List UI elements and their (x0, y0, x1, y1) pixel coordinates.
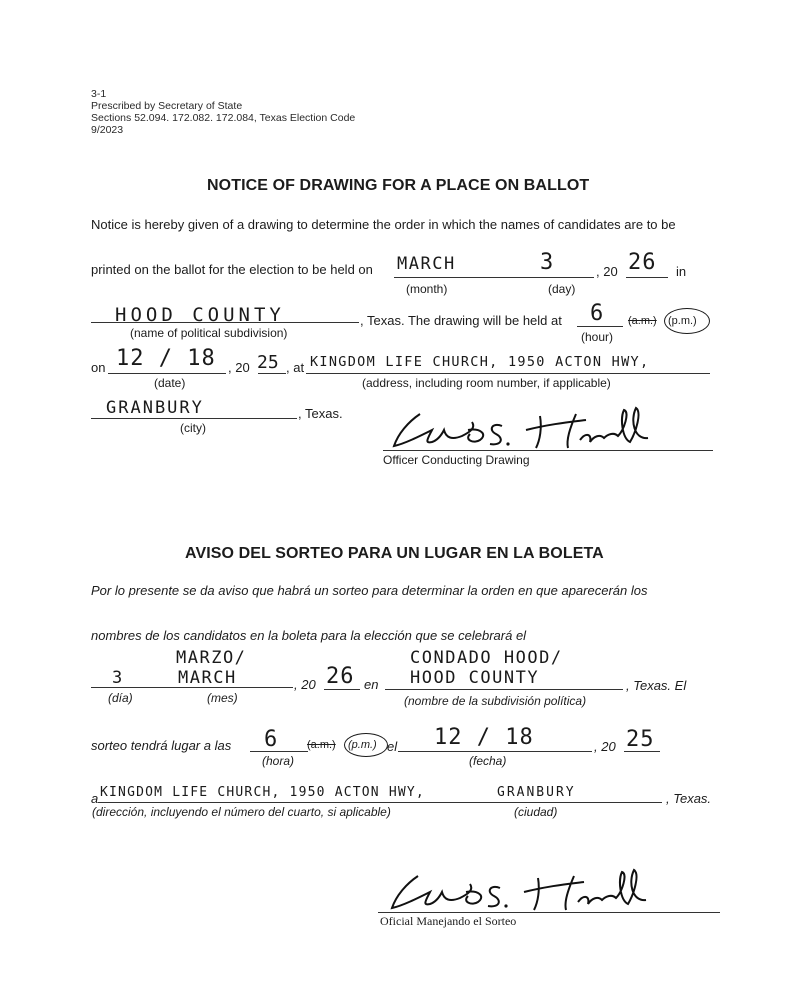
texas-end: , Texas. (298, 406, 343, 421)
hand-city: GRANBURY (106, 398, 204, 418)
texas-end-es: , Texas. (666, 791, 712, 806)
hand-year2-es: 25 (626, 727, 655, 752)
en-word: en (364, 677, 379, 692)
english-signature-drawing (380, 400, 680, 460)
mes-label: (mes) (207, 691, 238, 705)
hand-subdivision-en: HOOD COUNTY (410, 668, 540, 688)
day-label: (day) (548, 282, 576, 296)
spanish-names-line: nombres de los candidatos en la boleta para la elección que se celebrará el (91, 628, 527, 643)
english-title: NOTICE OF DRAWING FOR A PLACE ON BALLOT (207, 177, 590, 194)
dia-label: (día) (108, 691, 133, 705)
officer-label: Officer Conducting Drawing (383, 453, 530, 467)
hand-month: MARCH (397, 254, 456, 274)
city-line (91, 418, 297, 419)
form-number: 3-1 (91, 88, 107, 100)
spanish-intro: Por lo presente se da aviso que habrá un sorteo para determinar la orden en que aparecerán los (91, 583, 648, 598)
form-revision-date: 9/2023 (91, 124, 124, 136)
year-prefix: , 20 (596, 264, 618, 279)
fecha-label: (fecha) (469, 754, 507, 768)
hand-month-en: MARCH (178, 668, 237, 688)
hand-month-es: MARZO/ (176, 648, 247, 668)
oficial-line (378, 912, 720, 913)
pm-circle-es (344, 733, 388, 757)
texas-drawing: , Texas. The drawing will be held at (360, 313, 562, 328)
fecha-line (398, 751, 592, 752)
hand-subdivision: HOOD COUNTY (115, 304, 285, 326)
address-line (306, 373, 710, 374)
hand-year: 26 (628, 250, 657, 275)
hand-day: 3 (540, 250, 555, 275)
subdivision-label-es: (nombre de la subdivisión política) (404, 694, 587, 708)
hand-year-es: 26 (326, 664, 355, 689)
pm-option-es: (p.m.) (348, 739, 377, 751)
month-label: (month) (406, 282, 448, 296)
hand-day-es: 3 (112, 668, 124, 688)
date-line (108, 373, 226, 374)
address-label: (address, including room number, if applicable) (362, 376, 611, 390)
hand-hour: 6 (590, 301, 605, 326)
hand-year-2: 25 (257, 352, 279, 373)
hand-address: KINGDOM LIFE CHURCH, 1950 ACTON HWY, (310, 354, 650, 370)
on-word: on (91, 360, 106, 375)
year-line-es (324, 689, 360, 690)
direccion-line (98, 802, 662, 803)
year-prefix-es-2: , 20 (594, 739, 616, 754)
pm-circle (664, 308, 710, 334)
spanish-title: AVISO DEL SORTEO PARA UN LUGAR EN LA BOLETA (185, 545, 604, 562)
am-option: (a.m.) (628, 315, 657, 327)
year-prefix-es: , 20 (294, 677, 316, 692)
year2-line (258, 373, 286, 374)
dia-mes-line (91, 687, 293, 688)
code-sections: Sections 52.094. 172.082. 172.084, Texas Election Code (91, 112, 356, 124)
in-word: in (676, 264, 687, 279)
spanish-signature-drawing (378, 862, 678, 922)
prescribed-by: Prescribed by Secretary of State (91, 100, 243, 112)
ciudad-label: (ciudad) (514, 805, 558, 819)
hora-label: (hora) (262, 754, 295, 768)
subdivision-line-es (385, 689, 623, 690)
am-option-es: (a.m.) (307, 739, 336, 751)
at-word: , at (286, 360, 305, 375)
subdivision-label: (name of political subdivision) (130, 326, 288, 340)
english-intro: Notice is hereby given of a drawing to determine the order in which the names of candidates are to be (91, 217, 676, 232)
el-word: el (387, 739, 398, 754)
oficial-label: Oficial Manejando el Sorteo (380, 914, 517, 928)
month-day-line (394, 277, 594, 278)
hand-city-es: GRANBURY (497, 785, 576, 800)
officer-line (383, 450, 713, 451)
direccion-label: (dirección, incluyendo el número del cuarto, si aplicable) (92, 805, 391, 819)
hand-hour-es: 6 (264, 727, 279, 752)
sorteo-prefix: sorteo tendrá lugar a las (91, 738, 232, 753)
hora-line (250, 751, 308, 752)
year-prefix-2: , 20 (228, 360, 250, 375)
hand-date: 12 / 18 (116, 346, 216, 371)
hand-date-es: 12 / 18 (434, 725, 534, 750)
hand-subdivision-es: CONDADO HOOD/ (410, 648, 563, 668)
city-label: (city) (180, 421, 206, 435)
year-line (626, 277, 668, 278)
pm-option: (p.m.) (668, 315, 697, 327)
printed-prefix: printed on the ballot for the election to be held on (91, 262, 373, 277)
a-word: a (91, 791, 99, 806)
hour-label: (hour) (581, 330, 614, 344)
date-label: (date) (154, 376, 186, 390)
hand-address-es: KINGDOM LIFE CHURCH, 1950 ACTON HWY, (100, 785, 425, 800)
texas-el: , Texas. El (626, 678, 687, 693)
hour-line (577, 326, 623, 327)
subdivision-line (91, 322, 359, 323)
